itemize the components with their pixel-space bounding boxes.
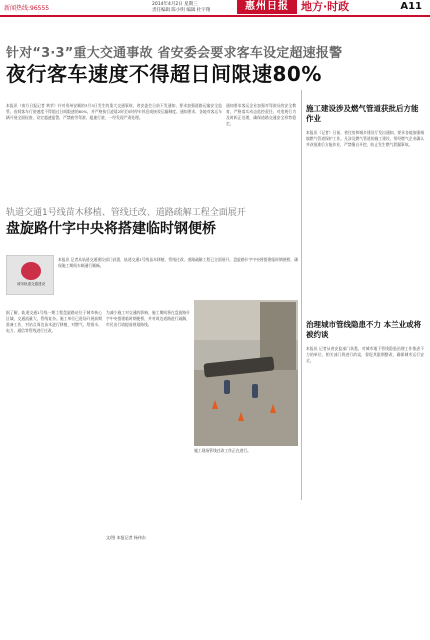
page-number: A11 (400, 1, 422, 12)
sidebar-body-2: 本报讯 记者从省安监部门获悉，对城市地下管线隐患治理工作推进不力的单位，相关部门将进行约谈，督促其限期整改，确保城市运行安全。 (306, 346, 424, 363)
news-hotline: 新闻热线:96555 (4, 5, 50, 12)
photo-worker (224, 380, 230, 394)
sidebar-body-1: 本报讯（记者）日前，省住房和城乡建设厅发出通知，要求各地加强城镇燃气管道保护工作。凡涉及燃气管道的施工建设，须经燃气企业确认并获批准后方能作业，严禁擅自开挖，防止发生燃气泄漏事故。 (306, 130, 424, 147)
metro-logo-icon (21, 262, 41, 280)
traffic-cone-icon (238, 412, 244, 421)
construction-photo (194, 300, 298, 446)
story1-lede: 本报讯（南方日报记者 黄苹）针对贵州安顺的3月3日发生的重大交通事故，省安委会日前下发通知，要求加强道路运输安全监管，夜间客车行驶速度不得超过日间限速的80%，并严格执行凌晨2时至5时停车休息或接驳运输制度。通知要求，各地对客运车辆开展全面检查，设定超速报警，严禁疲劳驾驶、超速行驶，一经发现严肃处理。 (6, 103, 222, 120)
photo-worker (252, 384, 258, 398)
metro-logo (6, 255, 54, 295)
page-header (0, 0, 430, 16)
column-divider (301, 90, 302, 500)
story2-byline: 文/图 本报记者 杨伟东 (106, 535, 146, 540)
story1-headline: 夜行客车速度不得超日间限速80% (6, 62, 322, 86)
sidebar-headline-2: 治理城市管线隐患不力 本兰业或将被约谈 (306, 320, 422, 339)
story2-kicker: 轨道交通1号线苗木移植、管线迁改、道路疏解工程全面展开 (6, 208, 246, 218)
sidebar-headline-1: 施工建设涉及燃气管道获批后方能作业 (306, 104, 419, 123)
photo-road (194, 370, 298, 446)
story2-headline: 盘旋路什字中央将搭建临时钢便桥 (6, 221, 216, 237)
header-rule (0, 15, 430, 17)
story2-body-column-2: 为减少施工对交通的影响，施工期间将在盘旋路什字中央搭建临时钢便桥，并对周边道路进行疏解，市民出行请提前规划路线。 (106, 310, 190, 327)
editor-line: 责任编辑 陈小明 编辑 杜宇翔 (152, 8, 211, 13)
newspaper-masthead: 惠州日报 (237, 0, 297, 14)
photo-caption: 施工现场管线迁改工作正在进行。 (194, 448, 251, 453)
issue-date: 2014年4月2日 星期三 (152, 2, 198, 7)
traffic-cone-icon (212, 400, 218, 409)
story1-kicker: 针对“3·3”重大交通事故 省安委会要求客车设定超速报警 (6, 46, 343, 61)
metro-logo-text: 城市轨道交通建设 (17, 282, 45, 286)
story1-column-2: 通知要求客运企业加强对驾驶员的安全教育，严格落实动态监控责任，对违规行为及时纠正处理，确保道路交通安全形势稳定。 (226, 103, 296, 126)
traffic-cone-icon (270, 404, 276, 413)
date-line (152, 2, 210, 14)
story2-lede: 本报讯 记者从轨道交通建设部门获悉，轨道交通1号线苗木移植、管线迁改、道路疏解工程已全面展开。盘旋路什字中央将搭建临时钢便桥，确保施工期间车辆通行顺畅。 (58, 257, 298, 268)
story2-body-column-1: 据了解，轨道交通1号线一期工程盘旋路站位于城市核心区域，交通流量大，管线复杂。施工单位已进场开展前期准备工作，对站点周边苗木进行移植，对燃气、给排水、电力、通信等管线进行迁改。 (6, 310, 102, 333)
section-name: 地方·时政 (301, 0, 350, 13)
